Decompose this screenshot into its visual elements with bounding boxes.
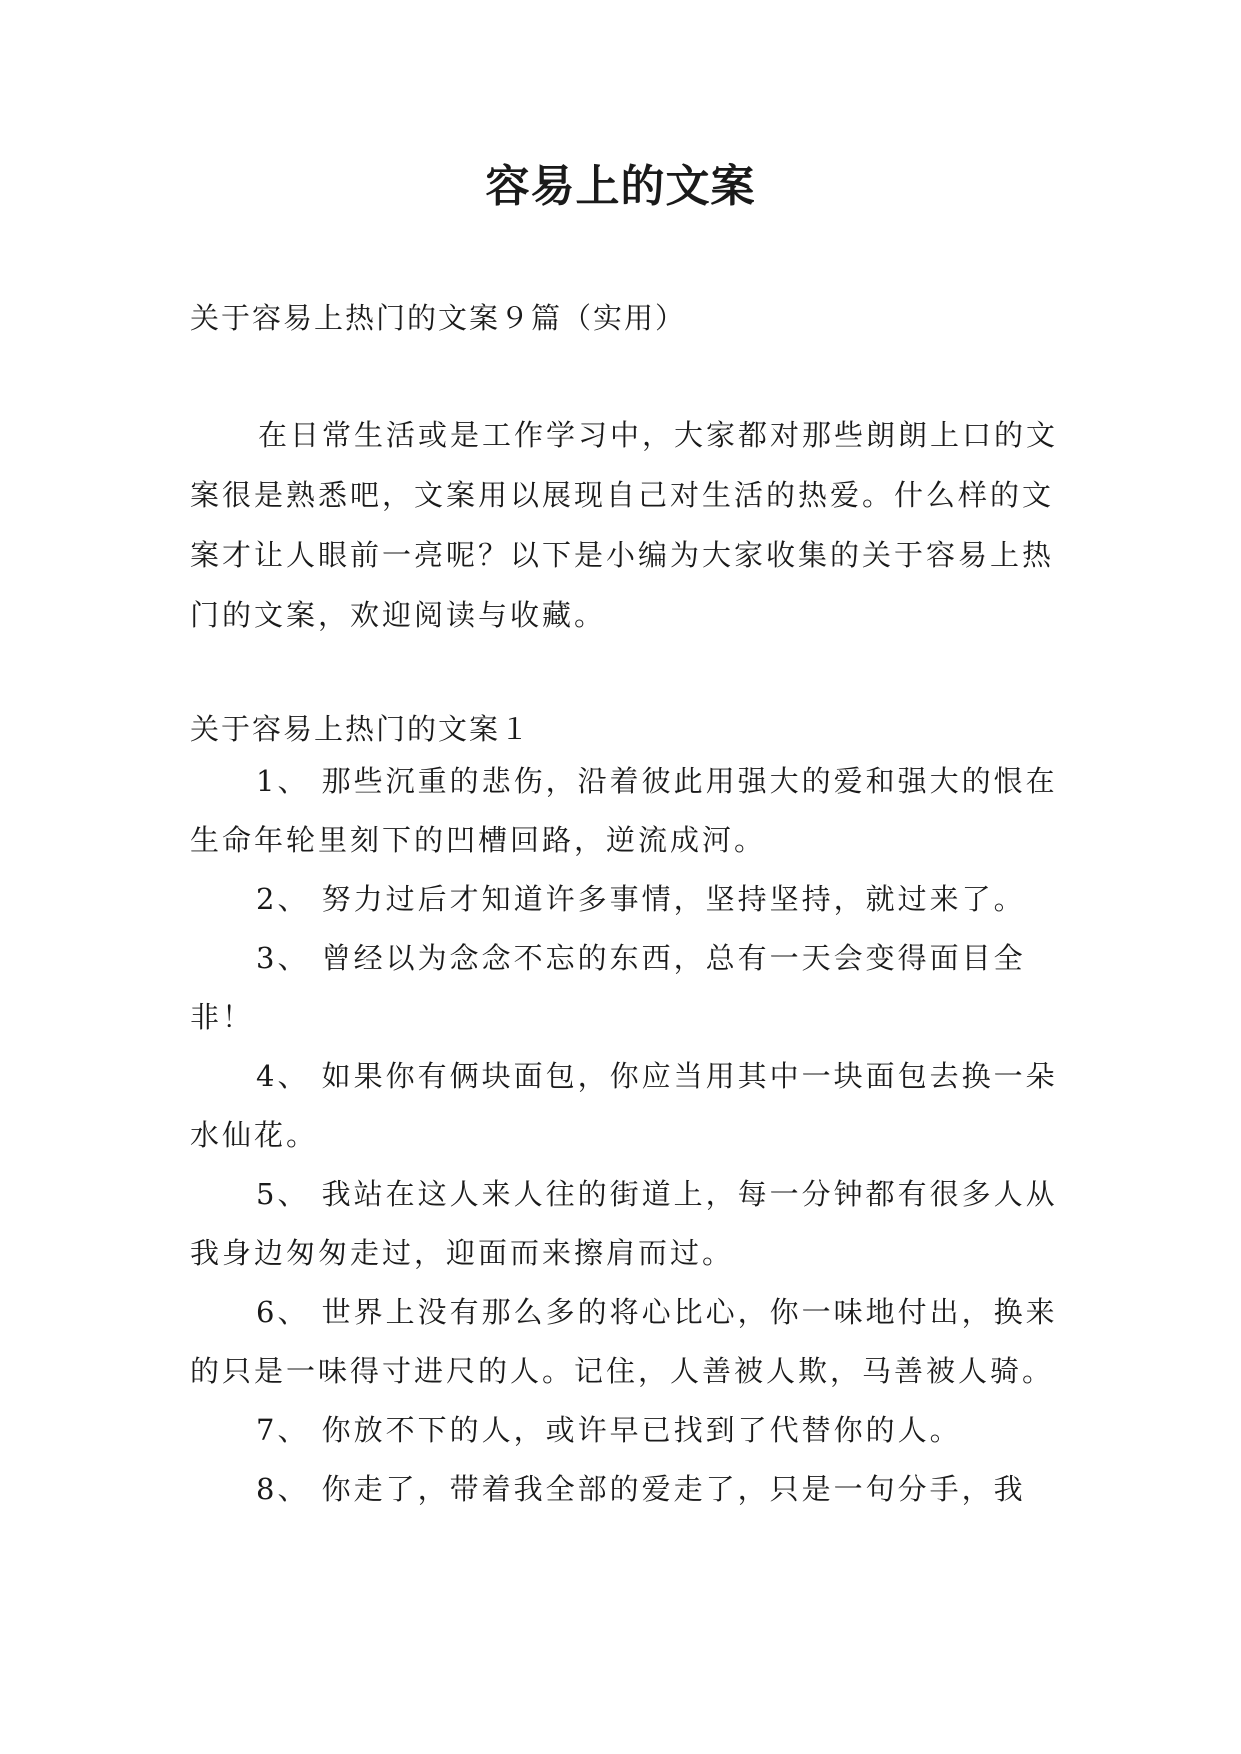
quote-list xyxy=(190,752,1070,1519)
list-item: 4、 如果你有俩块面包，你应当用其中一块面包去换一朵水仙花。 xyxy=(190,1059,1058,1152)
list-item: 2、 努力过后才知道许多事情，坚持坚持，就过来了。 xyxy=(256,882,1026,916)
section-heading: 关于容易上热门的文案１ xyxy=(190,712,532,746)
list-item: 5、 我站在这人来人往的街道上，每一分钟都有很多人从我身边匆匆走过，迎面而来擦肩而过。 xyxy=(190,1177,1058,1270)
document-title: 容易上的文案 xyxy=(485,161,756,212)
list-item: 7、 你放不下的人，或许早已找到了代替你的人。 xyxy=(256,1413,962,1447)
list-item: 8、 你走了，带着我全部的爱走了，只是一句分手，我 xyxy=(256,1472,1026,1506)
document-subtitle: 关于容易上热门的文案９篇（实用） xyxy=(190,301,687,335)
intro-paragraph: 在日常生活或是工作学习中，大家都对那些朗朗上口的文案很是熟悉吧，文案用以展现自己对生活的热爱。什么样的文案才让人眼前一亮呢？以下是小编为大家收集的关于容易上热门的文案，欢迎阅读与收藏。 xyxy=(190,418,1059,632)
list-item: 3、 曾经以为念念不忘的东西，总有一天会变得面目全非！ xyxy=(190,941,1026,1034)
list-item: 1、 那些沉重的悲伤，沿着彼此用强大的爱和强大的恨在生命年轮里刻下的凹槽回路，逆流成河。 xyxy=(190,764,1058,857)
list-item: 6、 世界上没有那么多的将心比心，你一味地付出，换来的只是一味得寸进尺的人。记住，人善被人欺，马善被人骑。 xyxy=(190,1295,1058,1388)
